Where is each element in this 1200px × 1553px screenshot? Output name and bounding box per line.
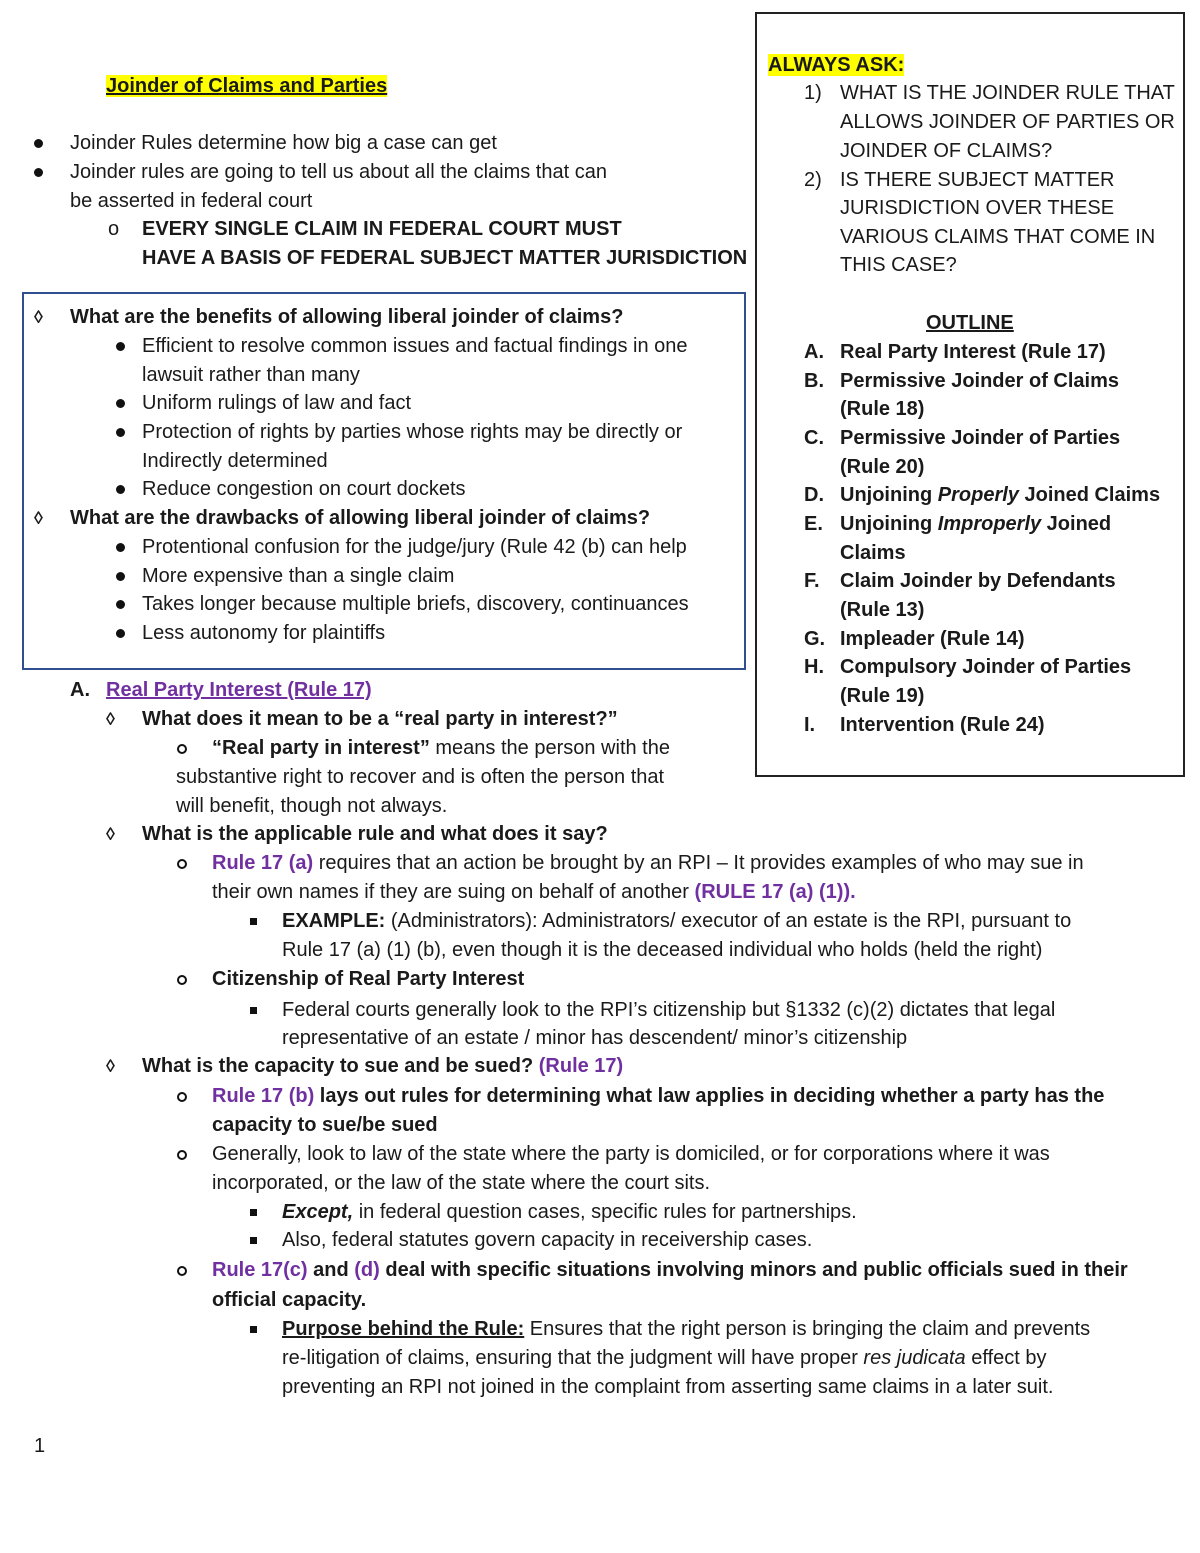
drawback-item: Protentional confusion for the judge/jury (Rule 42 (b) can help (142, 536, 687, 558)
bullet (116, 399, 125, 408)
outline-heading: OUTLINE (926, 312, 1014, 334)
always-ask-q2: IS THERE SUBJECT MATTER (840, 169, 1115, 191)
outline-item-b: Permissive Joinder of Claims (840, 370, 1120, 392)
example-administrators-cont: Rule 17 (a) (1) (b), even though it is the deceased individual who holds (held the right) (282, 939, 1043, 961)
intro-sub-1: EVERY SINGLE CLAIM IN FEDERAL COURT MUST (142, 218, 622, 240)
list-number: 2) (804, 169, 822, 191)
circle-bullet (177, 859, 187, 869)
rule-17a-text-cont: their own names if they are suing on behalf of another (RULE 17 (a) (1)). (212, 881, 856, 903)
question-real-party: What does it mean to be a “real party in interest?” (142, 708, 618, 730)
circle-bullet (177, 975, 187, 985)
outline-item-b-cont: (Rule 18) (840, 398, 925, 420)
always-ask-q2-cont: JURISDICTION OVER THESE (840, 197, 1115, 219)
bullet (116, 543, 125, 552)
question-applicable-rule: What is the applicable rule and what does it say? (142, 823, 608, 845)
rule-17cd-text-cont: official capacity. (212, 1289, 367, 1311)
benefits-question: What are the benefits of allowing liberal joinder of claims? (70, 306, 624, 328)
question-capacity: What is the capacity to sue and be sued? (Rule 17) (142, 1055, 624, 1077)
citizenship-text-cont: representative of an estate / minor has descendent/ minor’s citizenship (282, 1027, 908, 1049)
outline-letter: H. (804, 656, 824, 678)
square-bullet (250, 1326, 257, 1333)
also-text: Also, federal statutes govern capacity in receivership cases. (282, 1229, 813, 1251)
rpi-definition-cont: will benefit, though not always. (176, 795, 448, 817)
bullet (116, 428, 125, 437)
outline-item-c-cont: (Rule 20) (840, 456, 925, 478)
bullet (116, 485, 125, 494)
citizenship-heading: Citizenship of Real Party Interest (212, 968, 525, 990)
intro-bullet-2-cont: be asserted in federal court (70, 190, 313, 212)
circle-bullet (177, 1150, 187, 1160)
circle-bullet (177, 744, 187, 754)
bullet (34, 139, 43, 148)
except-text: Except, in federal question cases, specific rules for partnerships. (282, 1201, 857, 1223)
purpose-text-cont: re-litigation of claims, ensuring that the judgment will have proper res judicata effect by (282, 1347, 1047, 1369)
outline-item-c: Permissive Joinder of Parties (840, 427, 1121, 449)
circle-bullet: o (108, 218, 120, 240)
citizenship-text: Federal courts generally look to the RPI’s citizenship but §1332 (c)(2) dictates that legal (282, 999, 1056, 1021)
diamond-bullet: ◊ (106, 824, 115, 844)
rule-17b-text: Rule 17 (b) lays out rules for determining what law applies in deciding whether a party has the (212, 1085, 1105, 1107)
rpi-definition-cont: substantive right to recover and is often the person that (176, 766, 665, 788)
benefit-item: Efficient to resolve common issues and factual findings in one (142, 335, 688, 357)
rule-17b-text-cont: capacity to sue/be sued (212, 1114, 438, 1136)
intro-sub-2: HAVE A BASIS OF FEDERAL SUBJECT MATTER JURISDICTION (142, 247, 748, 269)
purpose-text: Purpose behind the Rule: Ensures that the right person is bringing the claim and prevents (282, 1318, 1091, 1340)
benefit-item: Protection of rights by parties whose rights may be directly or (142, 421, 683, 443)
outline-item-a: Real Party Interest (Rule 17) (840, 341, 1106, 363)
outline-item-g: Impleader (Rule 14) (840, 628, 1025, 650)
circle-bullet (177, 1092, 187, 1102)
bullet (116, 629, 125, 638)
outline-letter: E. (804, 513, 823, 535)
square-bullet (250, 1237, 257, 1244)
always-ask-heading: ALWAYS ASK: (768, 54, 905, 76)
benefit-item-cont: lawsuit rather than many (142, 364, 360, 386)
benefit-item: Reduce congestion on court dockets (142, 478, 466, 500)
square-bullet (250, 918, 257, 925)
always-ask-q1: WHAT IS THE JOINDER RULE THAT (840, 82, 1175, 104)
outline-item-d: Unjoining Properly Joined Claims (840, 484, 1161, 506)
outline-letter: D. (804, 484, 824, 506)
diamond-bullet: ◊ (106, 1056, 115, 1076)
always-ask-q2-cont: THIS CASE? (840, 254, 957, 276)
always-ask-q1-cont: ALLOWS JOINDER OF PARTIES OR (840, 111, 1175, 133)
bullet (34, 168, 43, 177)
outline-letter: B. (804, 370, 824, 392)
outline-item-h: Compulsory Joinder of Parties (840, 656, 1132, 678)
example-administrators: EXAMPLE: (Administrators): Administrators/ executor of an estate is the RPI, pursuant to (282, 910, 1072, 932)
page-title: Joinder of Claims and Parties (106, 75, 388, 97)
list-number: 1) (804, 82, 822, 104)
section-a-heading: Real Party Interest (Rule 17) (106, 679, 372, 701)
outline-item-h-cont: (Rule 19) (840, 685, 925, 707)
drawback-item: More expensive than a single claim (142, 565, 455, 587)
benefit-item-cont: Indirectly determined (142, 450, 328, 472)
bullet (116, 600, 125, 609)
outline-letter: A. (804, 341, 824, 363)
drawback-item: Less autonomy for plaintiffs (142, 622, 386, 644)
outline-letter: G. (804, 628, 826, 650)
outline-letter: C. (804, 427, 824, 449)
drawbacks-question: What are the drawbacks of allowing liberal joinder of claims? (70, 507, 651, 529)
outline-item-f: Claim Joinder by Defendants (840, 570, 1116, 592)
always-ask-q1-cont: JOINDER OF CLAIMS? (840, 140, 1053, 162)
always-ask-q2-cont: VARIOUS CLAIMS THAT COME IN (840, 226, 1156, 248)
outline-item-e-cont: Claims (840, 542, 906, 564)
diamond-bullet: ◊ (106, 709, 115, 729)
intro-bullet-1: Joinder Rules determine how big a case can get (70, 132, 497, 154)
generally-text-cont: incorporated, or the law of the state where the court sits. (212, 1172, 711, 1194)
section-letter: A. (70, 679, 90, 701)
rule-17a-text: Rule 17 (a) requires that an action be brought by an RPI – It provides examples of who may sue in (212, 852, 1084, 874)
rule-17cd-text: Rule 17(c) and (d) deal with specific situations involving minors and public officials sued in their (212, 1259, 1128, 1281)
outline-item-i: Intervention (Rule 24) (840, 714, 1045, 736)
outline-letter: F. (804, 570, 820, 592)
bullet (116, 572, 125, 581)
benefit-item: Uniform rulings of law and fact (142, 392, 412, 414)
outline-item-f-cont: (Rule 13) (840, 599, 925, 621)
circle-bullet (177, 1266, 187, 1276)
page-number: 1 (34, 1435, 46, 1457)
generally-text: Generally, look to law of the state where the party is domiciled, or for corporations where it was (212, 1143, 1050, 1165)
purpose-text-cont: preventing an RPI not joined in the complaint from asserting same claims in a later suit. (282, 1376, 1054, 1398)
rpi-definition: “Real party in interest” means the person with the (212, 737, 670, 759)
outline-item-e: Unjoining Improperly Joined (840, 513, 1112, 535)
square-bullet (250, 1209, 257, 1216)
drawback-item: Takes longer because multiple briefs, discovery, continuances (142, 593, 689, 615)
diamond-bullet: ◊ (34, 508, 43, 528)
intro-bullet-2: Joinder rules are going to tell us about all the claims that can (70, 161, 607, 183)
bullet (116, 342, 125, 351)
square-bullet (250, 1007, 257, 1014)
diamond-bullet: ◊ (34, 307, 43, 327)
outline-letter: I. (804, 714, 816, 736)
